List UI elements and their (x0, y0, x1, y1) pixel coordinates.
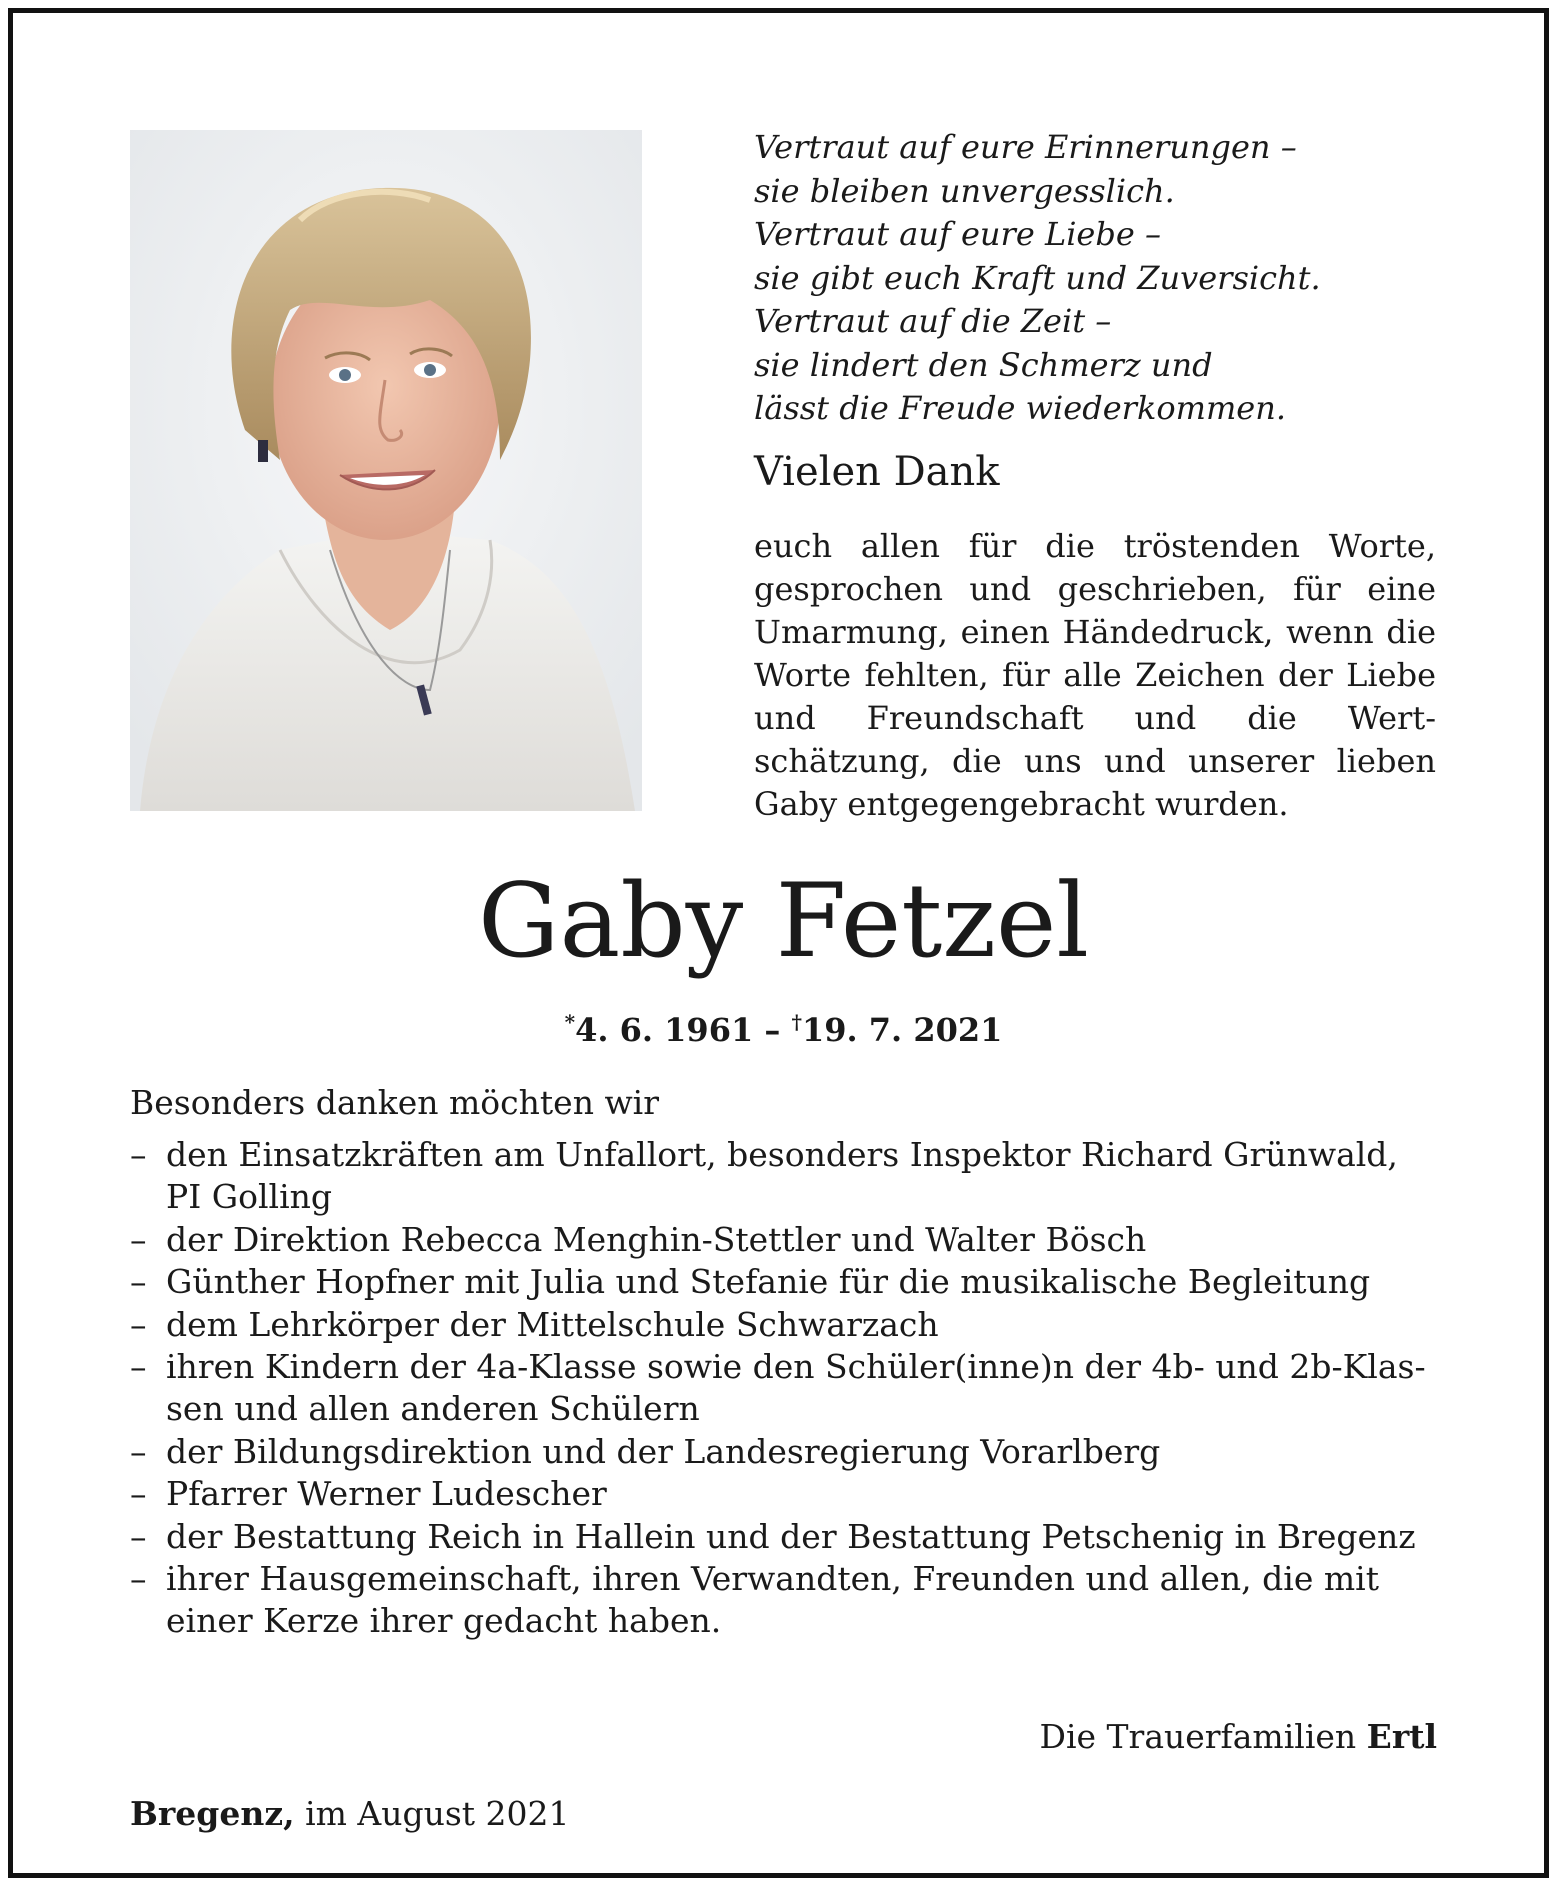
life-dates (0, 1000, 1567, 1052)
portrait-photo (130, 130, 642, 811)
special-thanks-list (130, 1134, 1440, 1643)
death-date: 19. 7. 2021 (801, 1011, 1003, 1049)
poem-line: Vertraut auf die Zeit – (754, 302, 1112, 340)
list-item-text: der Direktion Rebecca Menghin-Stettler und Walter Bösch (166, 1219, 1147, 1259)
list-item (130, 1516, 1440, 1558)
deceased-name: Gaby Fetzel (478, 862, 1089, 981)
date-text: im August 2021 (294, 1794, 570, 1833)
special-thanks-intro: Besonders danken möchten wir (130, 1083, 660, 1122)
list-dash: – (130, 1559, 147, 1599)
thanks-body: euch allen für die tröstenden Worte, gesprochen und geschrieben, für eine Umarmung, einen Händedruck, wenn die Worte fehlten, für alle Zeichen der Liebe und Freundschaft und die Wertschätzung, die uns und unserer lieben Gaby entgegengebracht wurden. (754, 527, 1436, 823)
date-separator: – (753, 1011, 792, 1049)
list-item (130, 1261, 1440, 1303)
list-item-text: ihrer Hausgemeinschaft, ihren Verwandten, Freunden und allen, die mit einer Kerze ihrer gedacht haben. (166, 1559, 1379, 1641)
list-dash: – (130, 1431, 147, 1471)
poem-line: sie gibt euch Kraft und Zuversicht. (754, 258, 1321, 297)
poem-line: lässt die Freude wiederkommen. (754, 389, 1286, 427)
signature-prefix: Die Trauerfamilien (1039, 1717, 1367, 1756)
birth-symbol: * (564, 1010, 576, 1034)
list-item (130, 1431, 1440, 1473)
place-name: Bregenz, (130, 1794, 295, 1833)
list-item (130, 1219, 1440, 1261)
list-item (130, 1473, 1440, 1515)
list-item (130, 1304, 1440, 1346)
list-item (130, 1558, 1440, 1643)
list-item (130, 1134, 1440, 1219)
birth-date: 4. 6. 1961 (575, 1011, 754, 1049)
poem-line: Vertraut auf eure Liebe – (754, 215, 1161, 253)
thanks-heading: Vielen Dank (754, 449, 1000, 495)
signature-family: Ertl (1366, 1717, 1437, 1756)
poem-line: sie lindert den Schmerz und (754, 345, 1213, 384)
list-dash: – (130, 1135, 147, 1174)
list-item-text: den Einsatzkräften am Unfallort, besonders Inspektor Richard Grünwald, PI Golling (166, 1135, 1398, 1217)
list-dash: – (130, 1516, 147, 1556)
signature (1040, 1715, 1438, 1759)
place-date (130, 1792, 570, 1836)
list-dash: – (130, 1304, 147, 1344)
list-item-text: der Bestattung Reich in Hallein und der Bestattung Petschenig in Bregenz (166, 1516, 1416, 1556)
list-item-text: Günther Hopfner mit Julia und Stefanie für die musikalische Begleitung (166, 1262, 1371, 1302)
list-item-text: Pfarrer Werner Ludescher (166, 1474, 607, 1514)
poem-line: Vertraut auf eure Erinnerungen – (754, 128, 1297, 166)
list-item-text: der Bildungsdirektion und der Landesregierung Vorarlberg (166, 1431, 1161, 1471)
list-item-text: dem Lehrkörper der Mittelschule Schwarzach (166, 1304, 939, 1344)
list-dash: – (130, 1219, 147, 1259)
list-dash: – (130, 1262, 147, 1302)
poem (754, 126, 1454, 431)
poem-line: sie bleiben unvergesslich. (754, 171, 1175, 210)
list-dash: – (130, 1347, 147, 1387)
list-dash: – (130, 1474, 147, 1514)
death-symbol: † (791, 1010, 802, 1034)
list-item-text: ihren Kindern der 4a-Klasse sowie den Schüler(inne)n der 4b- und 2b-Klassen und allen anderen Schülern (166, 1347, 1426, 1429)
list-item (130, 1346, 1440, 1431)
